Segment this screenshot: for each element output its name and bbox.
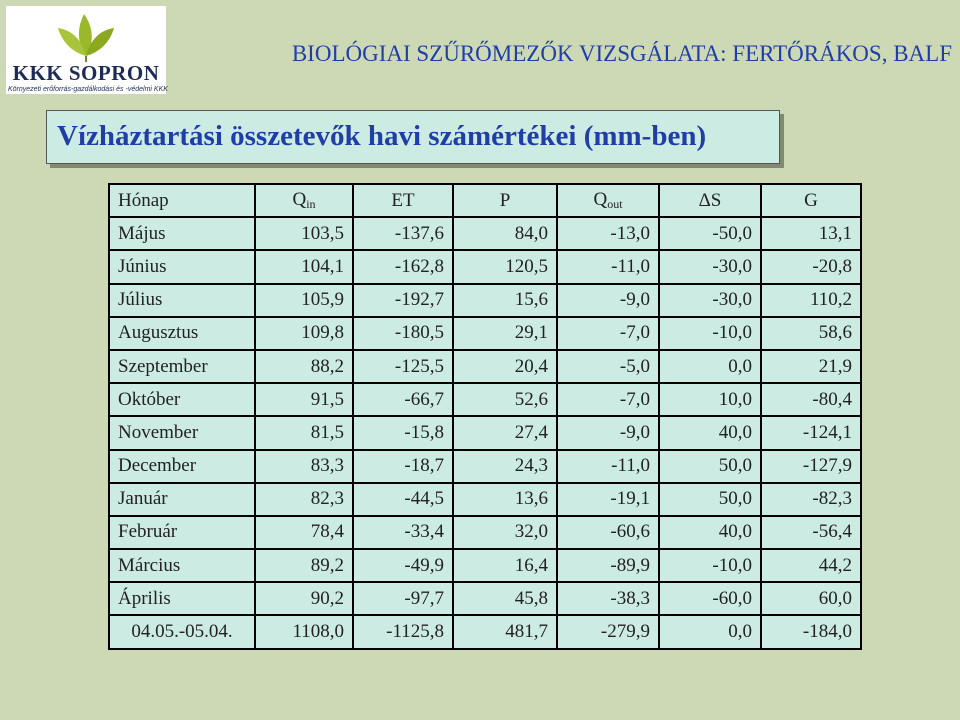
table-cell-value: 0,0 (659, 615, 761, 648)
leaf-logo-icon (6, 6, 166, 66)
table-cell-value: 52,6 (453, 383, 557, 416)
table-cell-value: -125,5 (353, 350, 453, 383)
table-cell-value: -18,7 (353, 450, 453, 483)
table-cell-month: Április (109, 582, 255, 615)
table-cell-value: -10,0 (659, 549, 761, 582)
header-month: Hónap (109, 184, 255, 217)
table-cell-value: -66,7 (353, 383, 453, 416)
table-cell-value: -10,0 (659, 317, 761, 350)
table-cell-value: -30,0 (659, 250, 761, 283)
table-cell-month: Február (109, 516, 255, 549)
table-cell-value: -60,0 (659, 582, 761, 615)
table-cell-value: -279,9 (557, 615, 659, 648)
table-cell-value: -60,6 (557, 516, 659, 549)
table-row (109, 250, 861, 283)
table-cell-value: 44,2 (761, 549, 861, 582)
table-row (109, 350, 861, 383)
table-row (109, 615, 861, 648)
table-cell-value: -9,0 (557, 416, 659, 449)
table-cell-value: -180,5 (353, 317, 453, 350)
table-cell-month: Július (109, 284, 255, 317)
table-cell-value: -50,0 (659, 217, 761, 250)
table-cell-value: -13,0 (557, 217, 659, 250)
table-cell-value: -30,0 (659, 284, 761, 317)
table-body (109, 217, 861, 648)
header-delta-s: ΔS (659, 184, 761, 217)
table-cell-value: -33,4 (353, 516, 453, 549)
table-cell-month: November (109, 416, 255, 449)
table-cell-value: 40,0 (659, 416, 761, 449)
table-cell-value: -192,7 (353, 284, 453, 317)
table-cell-value: 20,4 (453, 350, 557, 383)
table-cell-value: -56,4 (761, 516, 861, 549)
table-cell-month: Augusztus (109, 317, 255, 350)
table-cell-value: -7,0 (557, 383, 659, 416)
logo-subtitle: Környezeti erőforrás-gazdálkodási és -védelmi KKK (8, 86, 168, 93)
table-cell-value: -38,3 (557, 582, 659, 615)
kkk-sopron-logo (6, 6, 166, 94)
table-cell-value: 13,6 (453, 483, 557, 516)
table-row (109, 549, 861, 582)
table-cell-value: -124,1 (761, 416, 861, 449)
page-header-title: BIOLÓGIAI SZŰRŐMEZŐK VIZSGÁLATA: FERTŐRÁKOS, BALF (291, 41, 952, 66)
table-cell-value: -162,8 (353, 250, 453, 283)
table-cell-value: 45,8 (453, 582, 557, 615)
table-cell-value: 24,3 (453, 450, 557, 483)
table-header-row (109, 184, 861, 217)
table-cell-value: 58,6 (761, 317, 861, 350)
table-cell-value: 78,4 (255, 516, 353, 549)
subtitle-box (46, 110, 780, 164)
table-cell-value: -44,5 (353, 483, 453, 516)
table-cell-value: 16,4 (453, 549, 557, 582)
table-cell-value: -80,4 (761, 383, 861, 416)
table-cell-value: -184,0 (761, 615, 861, 648)
table-cell-value: -20,8 (761, 250, 861, 283)
table-cell-month: December (109, 450, 255, 483)
table-cell-value: 10,0 (659, 383, 761, 416)
subtitle-text: Vízháztartási összetevők havi számértékei (mm-ben) (57, 120, 707, 152)
table-cell-month: Március (109, 549, 255, 582)
table-cell-value: 89,2 (255, 549, 353, 582)
table-cell-value: -19,1 (557, 483, 659, 516)
table-cell-value: 21,9 (761, 350, 861, 383)
header-q-out: $Q_{out}$ (557, 184, 659, 217)
table-cell-value: -1125,8 (353, 615, 453, 648)
table-cell-value: 83,3 (255, 450, 353, 483)
table-cell-value: -49,9 (353, 549, 453, 582)
table-cell-value: 109,8 (255, 317, 353, 350)
table-cell-month: Január (109, 483, 255, 516)
table-cell-value: 90,2 (255, 582, 353, 615)
table-cell-value: 88,2 (255, 350, 353, 383)
table-cell-value: -9,0 (557, 284, 659, 317)
table-cell-value: 103,5 (255, 217, 353, 250)
table-row (109, 416, 861, 449)
table-cell-month: Október (109, 383, 255, 416)
table-cell-value: -5,0 (557, 350, 659, 383)
table-cell-value: 84,0 (453, 217, 557, 250)
logo-name: KKK SOPRON (12, 61, 160, 85)
table-cell-month: Június (109, 250, 255, 283)
table-cell-value: 40,0 (659, 516, 761, 549)
table-cell-month: Szeptember (109, 350, 255, 383)
table-cell-value: 32,0 (453, 516, 557, 549)
table-cell-value: -89,9 (557, 549, 659, 582)
table-cell-value: 104,1 (255, 250, 353, 283)
table-row (109, 483, 861, 516)
table-row (109, 383, 861, 416)
table-cell-value: 110,2 (761, 284, 861, 317)
header-p: P (453, 184, 557, 217)
table-row (109, 516, 861, 549)
table-row (109, 450, 861, 483)
header-g: G (761, 184, 861, 217)
table-cell-value: 13,1 (761, 217, 861, 250)
table-cell-value: 60,0 (761, 582, 861, 615)
table-cell-month: 04.05.-05.04. (109, 615, 255, 648)
table-cell-value: 91,5 (255, 383, 353, 416)
table-row (109, 217, 861, 250)
water-balance-table (108, 183, 862, 650)
table-cell-month: Május (109, 217, 255, 250)
table-row (109, 582, 861, 615)
table-cell-value: 81,5 (255, 416, 353, 449)
table-cell-value: 50,0 (659, 483, 761, 516)
table-row (109, 317, 861, 350)
table-cell-value: -11,0 (557, 250, 659, 283)
table-cell-value: 29,1 (453, 317, 557, 350)
table-cell-value: 481,7 (453, 615, 557, 648)
table-cell-value: -7,0 (557, 317, 659, 350)
table-row (109, 284, 861, 317)
table-cell-value: -137,6 (353, 217, 453, 250)
table-cell-value: 120,5 (453, 250, 557, 283)
table-cell-value: -82,3 (761, 483, 861, 516)
table-cell-value: -11,0 (557, 450, 659, 483)
header-q-in: $Q_{in}$ (255, 184, 353, 217)
table-cell-value: 27,4 (453, 416, 557, 449)
table-cell-value: 50,0 (659, 450, 761, 483)
table-cell-value: 105,9 (255, 284, 353, 317)
table-cell-value: -97,7 (353, 582, 453, 615)
table-cell-value: 82,3 (255, 483, 353, 516)
table-cell-value: 0,0 (659, 350, 761, 383)
table-cell-value: 1108,0 (255, 615, 353, 648)
header-et: ET (353, 184, 453, 217)
table-cell-value: -15,8 (353, 416, 453, 449)
table-cell-value: -127,9 (761, 450, 861, 483)
table-cell-value: 15,6 (453, 284, 557, 317)
